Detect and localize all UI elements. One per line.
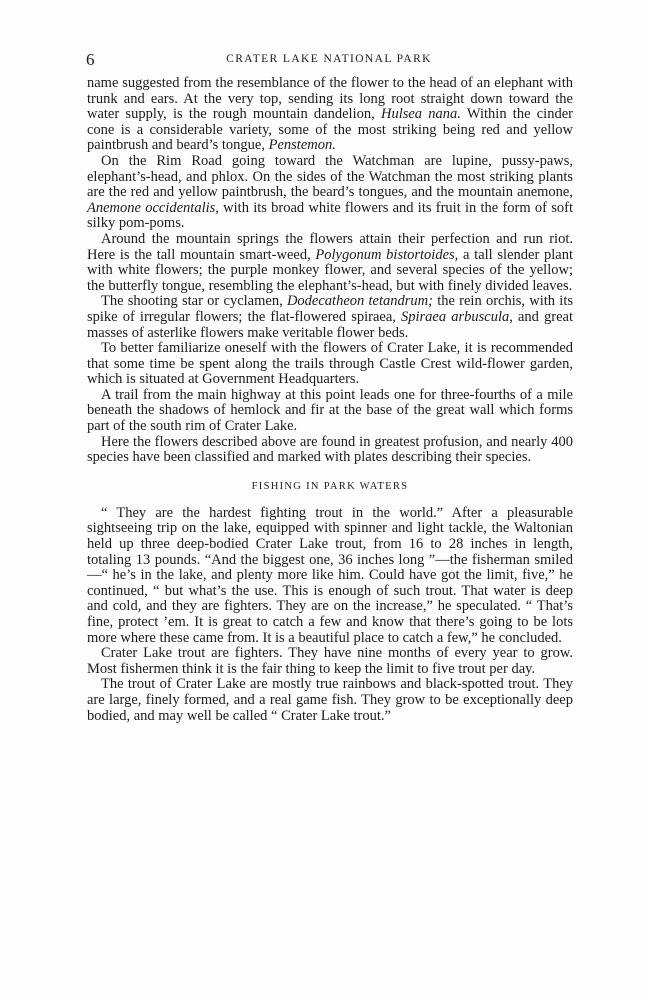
text-span: Here the flowers described above are found in greatest profusion, and nearly 400 species have been classified and marked with plates describing their species. [87,433,573,466]
text-span: The shooting star or cyclamen, [101,293,287,310]
running-head: CRATER LAKE NATIONAL PARK [226,53,432,65]
text-span: To better familiarize oneself with the flowers of Crater Lake, it is recommended that some time be spent along the trails through Castle Crest wild-flower garden, which is situated at Government Headquarters. [87,340,573,388]
text-span: and great masses of asterlike flowers make veritable flower beds. [87,308,574,341]
text-span: the rein orchis, with its spike of irregular flowers; the flat-flowered spiraea, [87,293,574,325]
paragraph-trail [87,388,573,435]
paragraph-fishing-quote: “ They are the hardest fighting trout in the world.” After a pleasurable sightseeing trip on the lake, equipped with spinner and light tackle, the Waltonian held up three deep-bodied Crater Lake trout, from 16 to 28 inches in length, totaling 13 pounds. “And the biggest one, 36 inches long ”—the fisherman smiled—“ he’s in the lake, and plenty more like him. Could have got the limit, five,” he continued, “ but what’s the use. This is enough of such trout. That water is deep and cold, and they are fighters. They are on the increase,” he speculated. “ That’s fine, protect ’em. It is great to catch a few and know that there’s going to be lots more where these came from. It is a beautiful place to catch a few,” he concluded. [87,504,573,646]
paragraph-hulsea [87,76,573,154]
species-name: Anemone occidentalis, [87,199,219,216]
text-span: a tall slender plant with white flowers; the purple monkey flower, and several species of the yellow; the butterfly tongue, resembling the elephant’s-head, but with finely divided leaves. [87,246,573,294]
text-span: On the Rim Road going toward the Watchman are lupine, pussy-paws, elephant’s-head, and phlox. On the sides of the Watchman the most striking plants are the red and yellow paintbrush, the beard’s tongues, and the mountain anemone, [87,152,573,201]
species-name: Hulsea nana. [380,106,461,123]
paragraph-mountain-springs [87,232,573,294]
paragraph-shooting-star [87,294,573,341]
paragraph-fighters: Crater Lake trout are fighters. They have nine months of every year to grow. Most fishermen think it is the fair thing to keep the limit to five trout per day. [87,645,573,677]
species-name: Spiraea arbuscula, [401,308,513,325]
text-span: name suggested from the resemblance of the flower to the head of an elephant with trunk and ears. At the very top, sending its long root straight down toward the water supply, is the rough mountain dandelion, [87,75,573,123]
text-span: with its broad white flowers and its fruit in the form of soft silky pom-poms. [87,199,574,232]
page-body [87,76,573,724]
paragraph-rainbows: The trout of Crater Lake are mostly true rainbows and black-spotted trout. They are large, finely formed, and a real game fish. They grow to be exceptionally deep bodied, and may well be called “ Crater Lake trout.” [87,676,573,724]
paragraph-rim-road [87,154,573,232]
species-name: Dodecatheon tetandrum; [286,293,433,310]
page-number: 6 [86,50,95,69]
species-name: Penstemon. [268,137,336,154]
text-span: A trail from the main highway at this point leads one for three-fourths of a mile beneath the shadows of hemlock and fir at the base of the great wall which forms part of the south rim of Crater Lake. [87,386,573,435]
species-name: Polygonum bistortoides, [315,246,459,263]
paragraph-castle-crest [87,341,573,388]
text-span: Within the cinder cone is a considerable variety, some of the most striking being red and yellow paintbrush and beard’s tongue, [87,106,573,154]
text-span: Around the mountain springs the flowers attain their perfection and run riot. Here is the tall mountain smart-weed, [87,230,573,263]
paragraph-species-count [87,435,573,466]
page-header [86,50,572,70]
section-heading: FISHING IN PARK WATERS [251,480,409,492]
